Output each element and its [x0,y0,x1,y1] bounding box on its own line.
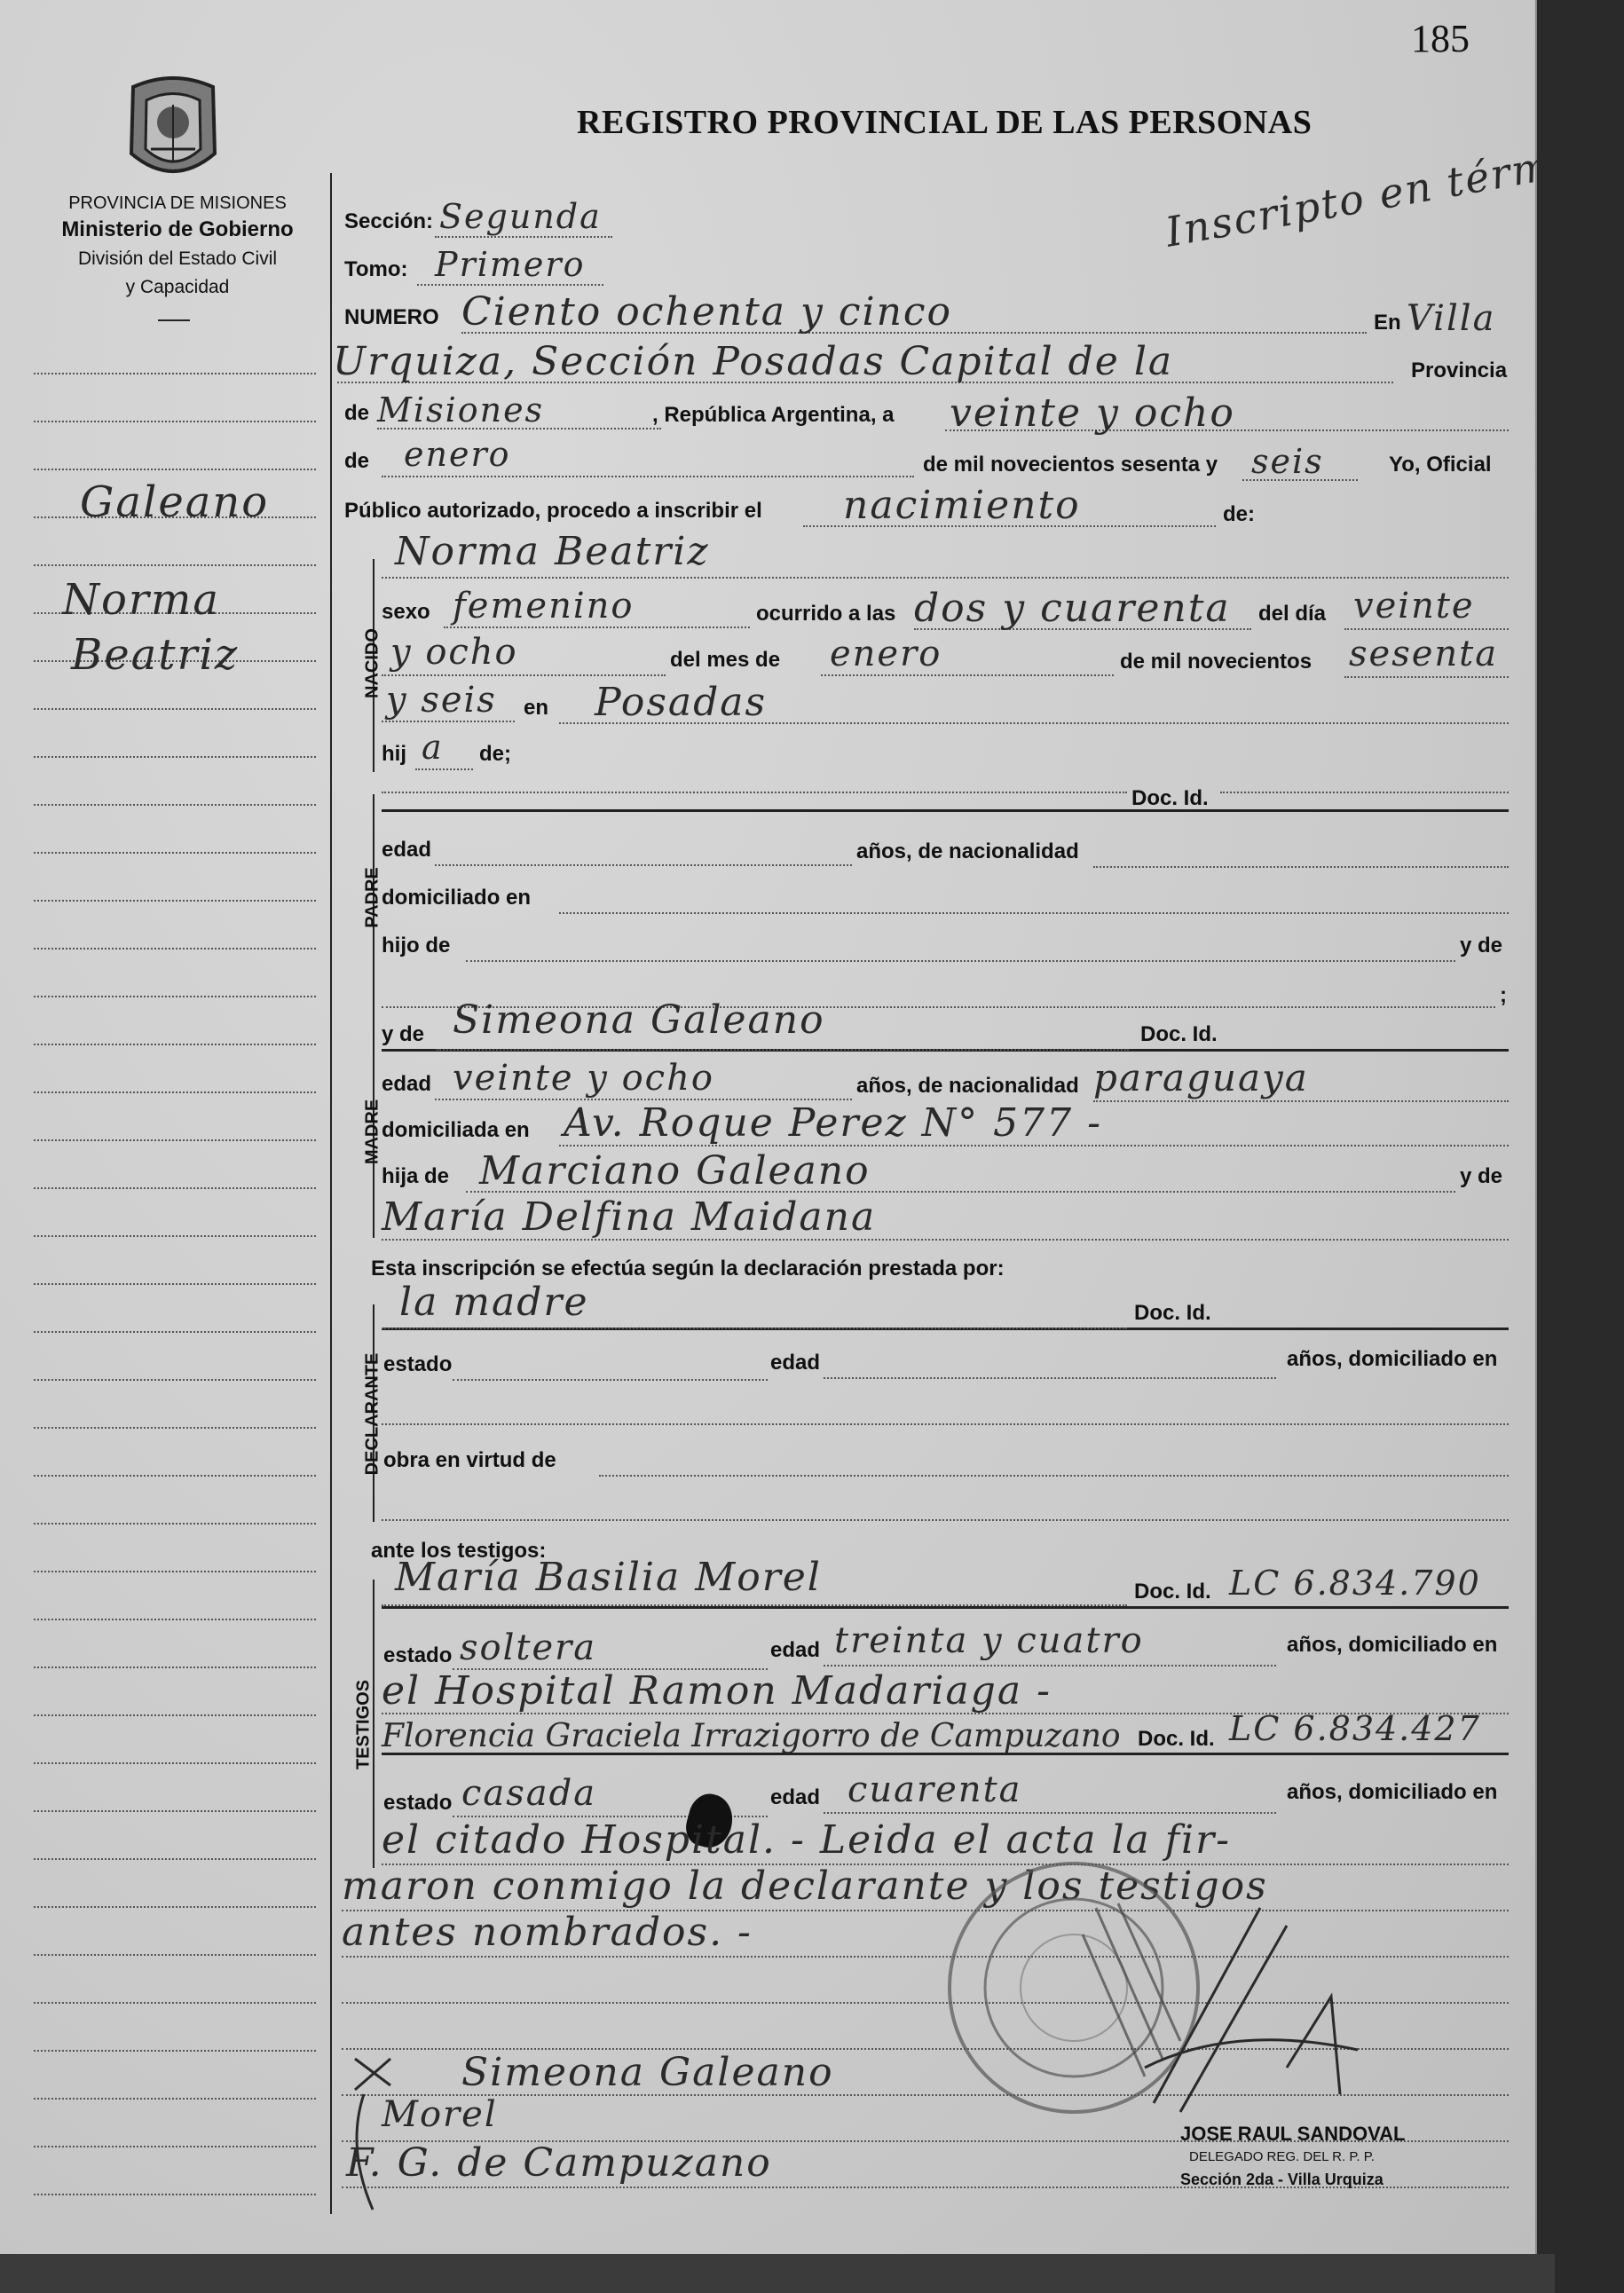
margin-line [34,373,316,374]
margin-line [34,564,316,566]
label-de-semicolon: de; [479,742,511,766]
margin-line [34,948,316,950]
section-label-testigos: TESTIGOS [353,1679,374,1770]
signature-mark-icon [337,2041,408,2218]
label-testigo2-estado: estado [383,1791,453,1815]
margin-given-1: Norma [62,575,220,625]
margin-line [34,421,316,422]
margin-line [34,756,316,758]
label-publico: Público autorizado, procedo a inscribir el [344,499,762,523]
label-madre-y-de: y de [382,1022,425,1046]
provincial-seal-icon [115,69,231,185]
label-padre-nacionalidad: años, de nacionalidad [856,839,1079,863]
label-del-mes: del mes de [670,648,781,672]
margin-line [34,1187,316,1189]
label-testigo2-doc-id: Doc. Id. [1138,1727,1215,1751]
value-testigo2-nombre: Florencia Graciela Irrazigorro de Campuzano [382,1718,1121,1754]
value-lugar-nac: Posadas [595,680,768,725]
value-dia-nac-2: y ocho [390,632,518,673]
label-declarante-edad: edad [770,1351,821,1375]
label-testigo1-doc-id: Doc. Id. [1134,1580,1211,1604]
value-madre-nombre: Simeona Galeano [453,997,825,1043]
value-anio-nac-2: y seis [386,680,497,721]
margin-line [34,1714,316,1716]
value-lugar: Urquiza, Sección Posadas Capital de la [333,339,1174,384]
margin-line [34,2002,316,2004]
value-tomo: Primero [435,245,586,284]
left-column-border [330,173,332,2214]
value-anio: seis [1251,442,1324,481]
margin-line [34,469,316,470]
margin-line [34,1427,316,1429]
header-ministry: Ministerio de Gobierno [61,217,294,241]
label-testigo1-edad: edad [770,1638,821,1662]
value-nombre: Norma Beatriz [395,529,710,574]
margin-line [34,1858,316,1860]
margin-line [34,1954,316,1956]
stamp-section: Sección 2da - Villa Urquiza [1180,2171,1384,2188]
header-division-1: División del Estado Civil [77,248,278,269]
value-mes-nac: enero [830,634,942,674]
label-testigo2-domicilio: años, domiciliado en [1287,1780,1498,1804]
label-padre-semicolon: ; [1500,983,1507,1007]
label-padre-doc-id: Doc. Id. [1131,786,1209,810]
value-testigo2-edad: cuarenta [847,1769,1022,1810]
official-signature-icon [1127,1890,1376,2139]
label-numero: NUMERO [344,305,439,329]
label-en-lugar: en [524,696,549,720]
margin-line [34,1667,316,1668]
label-padre-domicilio: domiciliado en [382,886,532,910]
label-ocurrido: ocurrido a las [756,602,896,626]
label-testigo1-estado: estado [383,1643,453,1667]
margin-line [34,852,316,854]
value-testigo2-domicilio: el citado Hospital. - Leida el acta la fir- [382,1817,1231,1863]
margin-line [34,2194,316,2195]
section-label-madre: MADRE [362,1099,382,1165]
value-mes: enero [404,435,511,474]
label-del-dia: del día [1258,602,1327,626]
value-declarante: la madre [399,1280,589,1325]
label-provincia: Provincia [1411,359,1508,382]
value-testigo1-nombre: María Basilia Morel [395,1555,822,1600]
label-testigo2-edad: edad [770,1785,821,1809]
value-madre-padre: Marciano Galeano [479,1148,871,1194]
value-hij-suffix: a [422,728,444,767]
label-testigo1-domicilio: años, domiciliado en [1287,1633,1498,1657]
margin-line [34,804,316,806]
margin-line [34,1475,316,1477]
value-dia-nac-1: veinte [1353,586,1475,626]
margin-line [34,708,316,710]
page-number: 185 [1411,17,1470,60]
margin-line [34,1762,316,1764]
value-testigo1-domicilio: el Hospital Ramon Madariaga - [382,1668,1052,1714]
margin-surname: Galeano [80,477,270,527]
value-testigo1-doc: LC 6.834.790 [1229,1564,1481,1603]
section-label-declarante: DECLARANTE [362,1352,382,1476]
value-provincia: Misiones [377,390,545,429]
label-padre-y-de: y de [1460,934,1503,957]
margin-line [34,1331,316,1333]
margin-line [34,1810,316,1812]
value-dia: veinte y ocho [950,390,1235,436]
value-testigo1-edad: treinta y cuatro [834,1620,1144,1661]
label-republica: , República Argentina, a [652,403,895,427]
label-de-mil-2: de mil novecientos [1120,650,1313,674]
margin-line [34,2146,316,2147]
margin-line [34,1379,316,1381]
label-de-colon: de: [1223,502,1255,526]
header-divider [158,319,190,321]
value-cierre-2: antes nombrados. - [342,1910,753,1955]
value-en: Villa [1407,298,1496,339]
label-tomo: Tomo: [344,257,408,281]
margin-line [34,900,316,902]
value-madre-domicilio: Av. Roque Perez N° 577 - [564,1100,1102,1146]
margin-line [34,1906,316,1908]
label-madre-doc-id: Doc. Id. [1140,1022,1218,1046]
value-madre-edad: veinte y ocho [453,1058,714,1099]
label-declarante-estado: estado [383,1352,453,1376]
margin-line [34,1235,316,1237]
margin-line [34,1283,316,1285]
value-madre-nacionalidad: paraguaya [1093,1056,1309,1099]
header-division-2: y Capacidad [125,277,230,297]
label-declarante-domicilio: años, domiciliado en [1287,1347,1498,1371]
signature-1: Simeona Galeano [461,2050,834,2095]
stamp-name: JOSE RAUL SANDOVAL [1180,2123,1406,2145]
margin-line [34,1091,316,1093]
label-de-mil: de mil novecientos sesenta y [923,453,1218,477]
label-madre-edad: edad [382,1072,432,1096]
label-padre-hijo-de: hijo de [382,934,451,957]
scan-background-strip [0,2254,1555,2293]
margin-line [34,1044,316,1045]
label-madre-nacionalidad: años, de nacionalidad [856,1074,1079,1098]
label-sexo: sexo [382,600,430,624]
label-de-mes: de [344,449,370,473]
label-madre-domicilio: domiciliada en [382,1118,530,1142]
value-hora: dos y cuarenta [914,586,1231,631]
margin-line [34,1139,316,1141]
label-ante-testigos: ante los testigos: [371,1539,547,1563]
value-testigo2-estado: casada [461,1773,597,1814]
value-sexo: femenino [453,586,635,626]
margin-note-handwritten: Inscripto en término [1162,129,1624,256]
label-seccion: Sección: [344,209,434,233]
page-title: REGISTRO PROVINCIAL DE LAS PERSONAS [577,104,1313,141]
section-label-padre: PADRE [362,867,382,928]
label-yo-oficial: Yo, Oficial [1389,453,1492,477]
margin-line [34,1571,316,1572]
label-madre-hija-de: hija de [382,1164,450,1188]
label-padre-edad: edad [382,838,432,862]
signature-3: F. G. de Campuzano [346,2140,772,2186]
margin-line [34,2098,316,2100]
stamp-role: DELEGADO REG. DEL R. P. P. [1189,2149,1375,2164]
label-esta-inscripcion: Esta inscripción se efectúa según la declaración prestada por: [371,1257,1005,1280]
margin-line [34,1523,316,1525]
header-province: PROVINCIA DE MISIONES [68,193,287,213]
value-cierre-1: maron conmigo la declarante y los testigos [342,1864,1268,1909]
margin-line [34,996,316,997]
label-en: En [1374,311,1401,335]
value-testigo1-estado: soltera [460,1627,597,1668]
label-declarante-doc-id: Doc. Id. [1134,1301,1211,1325]
value-madre-madre: María Delfina Maidana [382,1194,877,1240]
value-numero: Ciento ochenta y cinco [461,289,953,335]
value-anio-nac-1: sesenta [1349,634,1499,674]
section-label-nacido: NACIDO [362,628,382,698]
value-seccion: Segunda [439,197,602,236]
value-acto: nacimiento [843,483,1081,528]
label-de-provincia: de [344,401,370,425]
label-madre-y-de-2: y de [1460,1164,1503,1188]
value-testigo2-doc: LC 6.834.427 [1229,1709,1481,1748]
signature-2: Morel [382,2094,498,2135]
margin-given-2: Beatriz [71,630,240,680]
label-hij: hij [382,742,406,766]
margin-line [34,2050,316,2052]
margin-line [34,1619,316,1620]
label-obra: obra en virtud de [383,1448,556,1472]
